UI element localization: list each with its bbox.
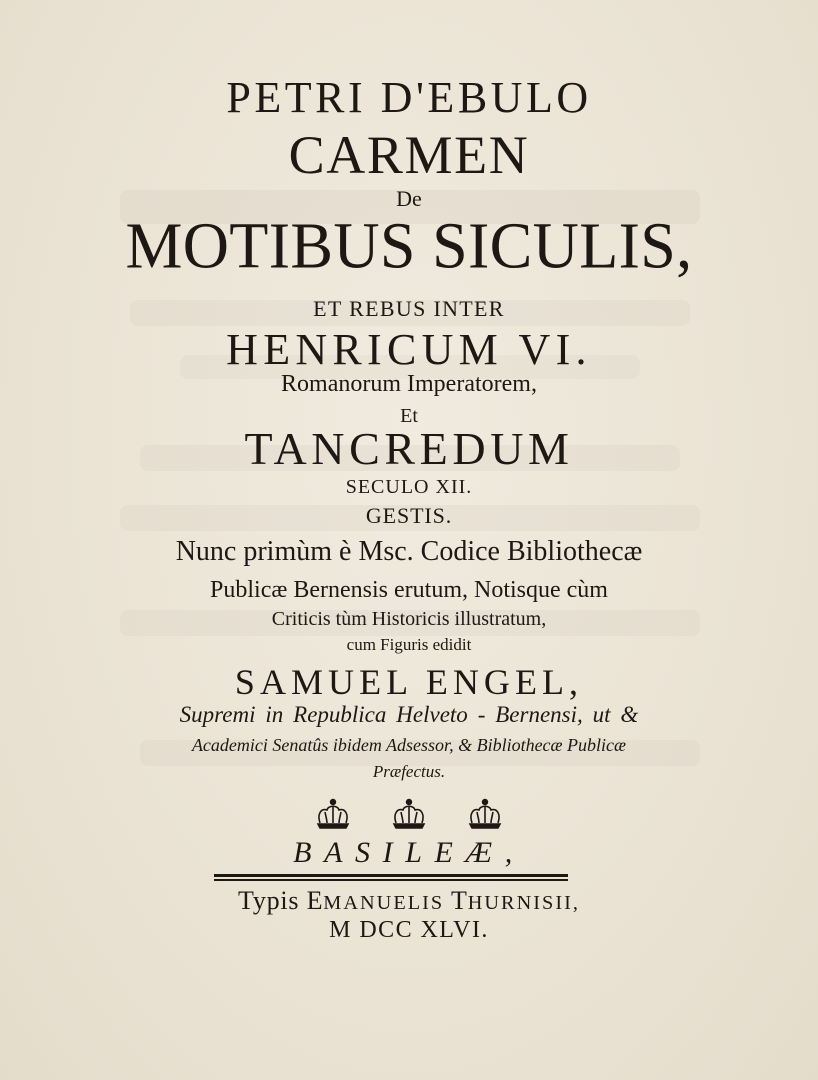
- publicae-line: Publicæ Bernensis erutum, Notisque cùm: [210, 577, 608, 603]
- romanorum-line: Romanorum Imperatorem,: [281, 371, 537, 397]
- gestis-line: GESTIS.: [365, 503, 453, 528]
- criticis-line: Criticis tùm Historicis illustratum,: [271, 608, 547, 630]
- printer-first-name: [307, 886, 445, 915]
- et-rebus-inter: ET REBUS INTER: [313, 296, 505, 321]
- publication-date: M DCC XLVI.: [329, 917, 489, 943]
- thick-rule: [214, 874, 568, 877]
- de-word: De: [396, 186, 422, 211]
- crown-ornament-row: [0, 796, 818, 832]
- author-line: PETRI D'EBULO: [226, 73, 592, 122]
- crown-icon: [465, 796, 505, 832]
- et-word: Et: [400, 405, 418, 427]
- printer-last-name: [451, 886, 580, 915]
- praefectus-line: Præfectus.: [372, 762, 446, 781]
- printer-last-initial: T: [451, 886, 468, 915]
- printer-first-initial: E: [306, 886, 324, 915]
- printer-line: [0, 888, 818, 914]
- crown-icon: [389, 796, 429, 832]
- carmen-heading: CARMEN: [288, 125, 530, 185]
- cum-figuris-line: cum Figuris edidit: [346, 635, 472, 654]
- editor-name: SAMUEL ENGEL,: [234, 662, 584, 702]
- supremi-line: Supremi in Republica Helveto - Bernensi, ut &: [179, 702, 639, 727]
- academici-line: Academici Senatûs ibidem Adsessor, & Bibliothecæ Publicæ: [191, 735, 627, 755]
- seculo-line: SECULO XII.: [345, 476, 473, 498]
- printer-first-rest: MANUELIS: [323, 892, 445, 914]
- place-of-printing: BASILEÆ,: [293, 836, 525, 869]
- main-title: MOTIBUS SICULIS,: [125, 209, 693, 282]
- nunc-line: Nunc primùm è Msc. Codice Bibliothecæ: [175, 536, 643, 567]
- printer-last-rest: HURNISII,: [467, 892, 580, 914]
- henricum-line: HENRICUM VI.: [226, 325, 592, 374]
- tancredum-line: TANCREDUM: [244, 423, 574, 474]
- crown-icon: [313, 796, 353, 832]
- typis-word: Typis: [238, 886, 300, 915]
- thin-rule: [214, 879, 568, 881]
